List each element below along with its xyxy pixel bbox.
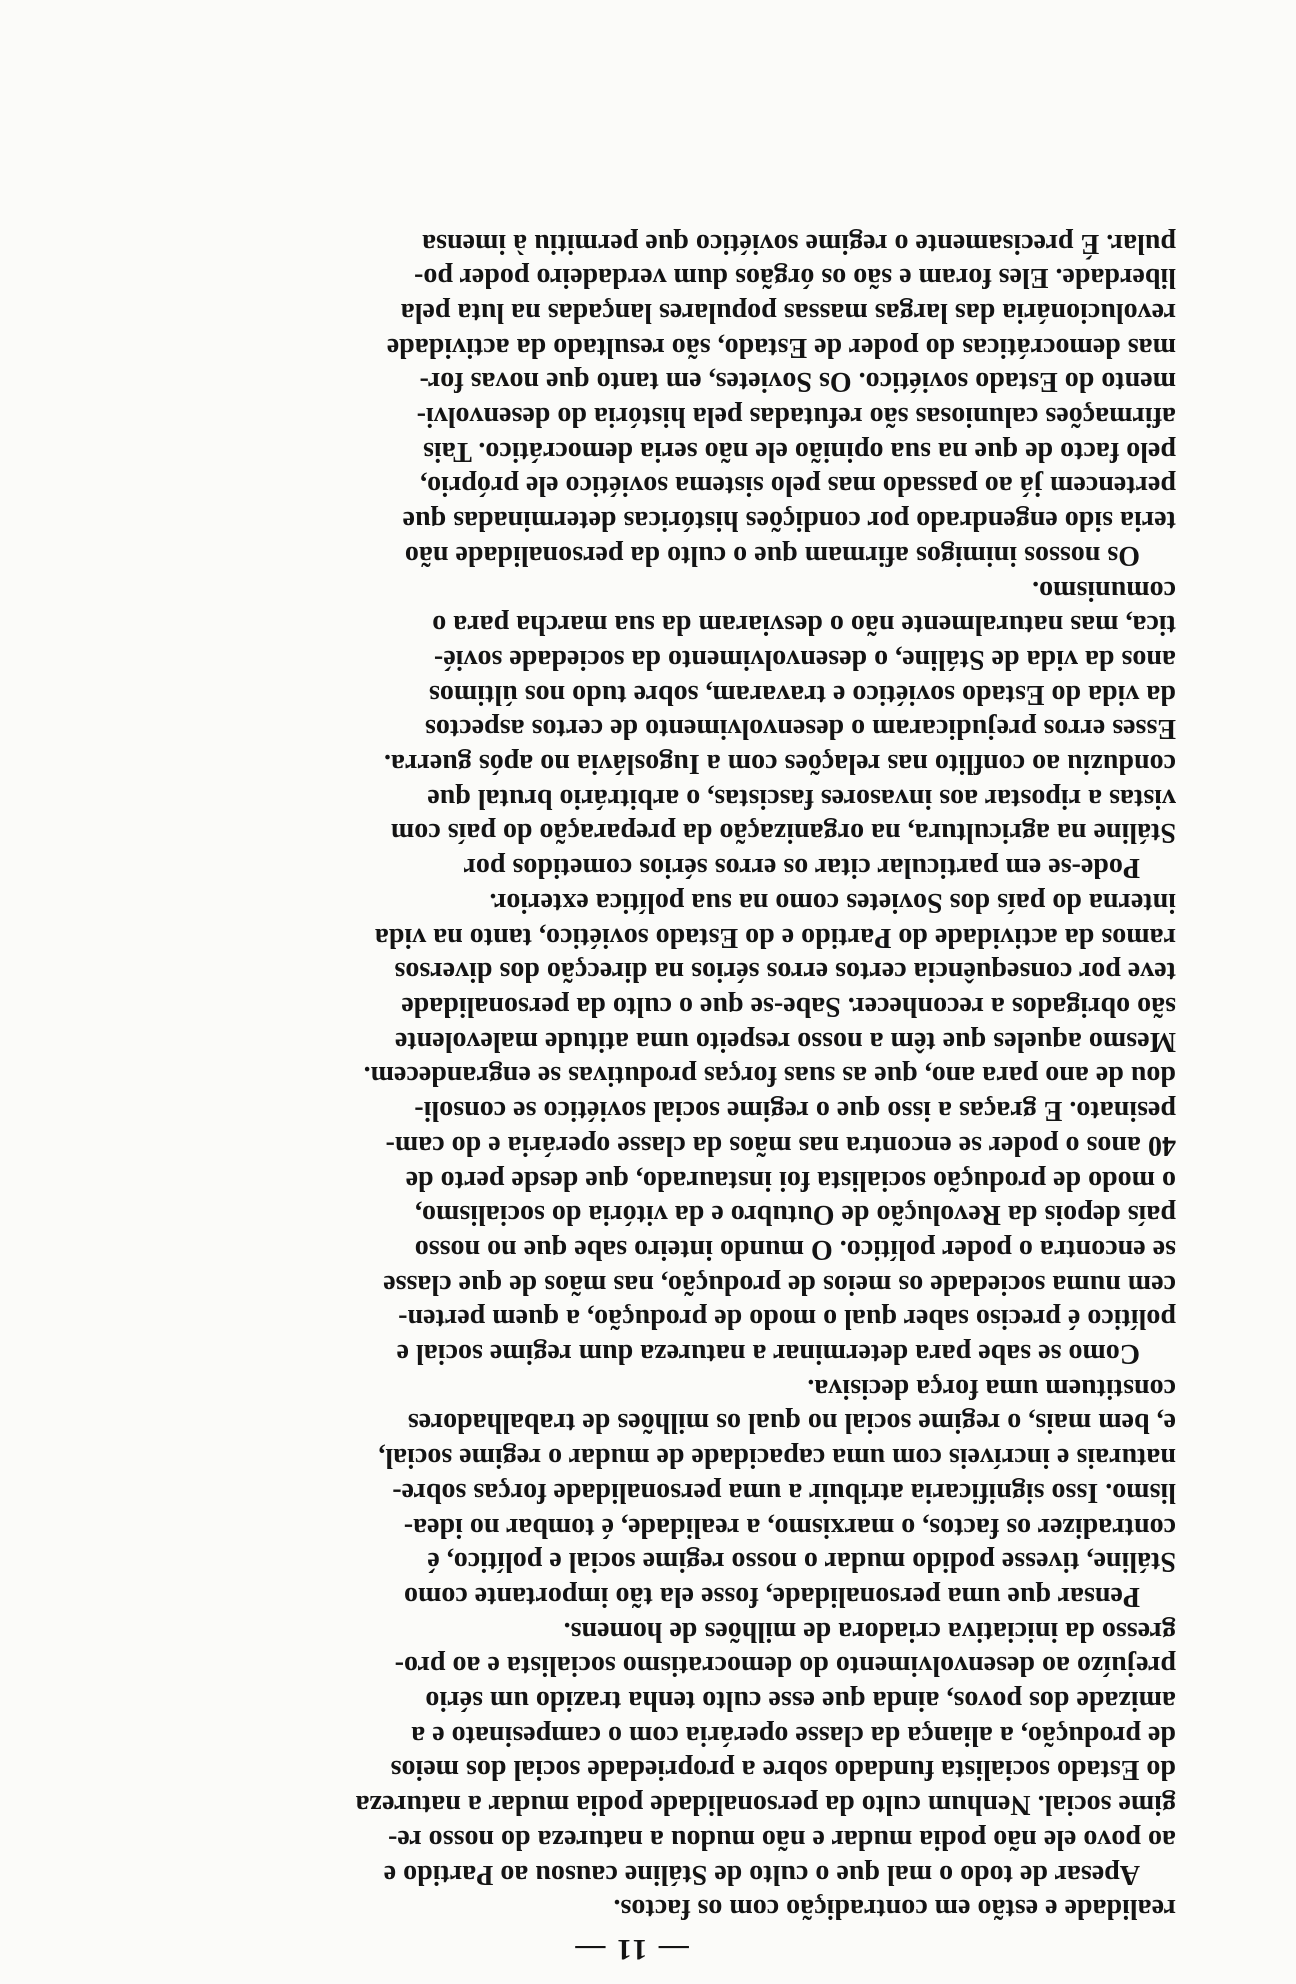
text-line: pular. É precisamente o regime soviético que permitiu à imensa bbox=[422, 227, 1176, 259]
text-line: lismo. Isso significaria atribuir a uma personalidade forças sobre- bbox=[392, 1476, 1176, 1508]
text-line: país depois da Revolução de Outubro e da vitória do socialismo, bbox=[414, 1199, 1176, 1231]
text-body bbox=[86, 225, 1176, 1966]
paragraph-lines bbox=[86, 225, 1176, 1925]
text-line: mas democráticas do poder de Estado, são resultado da actividade bbox=[386, 331, 1176, 363]
text-line: gime social. Nenhum culto da personalidade podia mudar a natureza bbox=[355, 1789, 1176, 1821]
text-line: interna do país dos Sovietes como na sua política exterior. bbox=[489, 886, 1176, 918]
text-line: Esses erros prejudicaram o desenvolvimento de certos aspectos bbox=[425, 713, 1176, 745]
text-line: dou de ano para ano, que as suas forças produtivas se engrandecem. bbox=[363, 1060, 1176, 1092]
text-line: comunismo. bbox=[1032, 574, 1176, 606]
text-line: tica, mas naturalmente não o desviaram da sua marcha para o bbox=[432, 609, 1176, 641]
text-line: Pensar que uma personalidade, fosse ela tão importante como bbox=[404, 1580, 1140, 1612]
text-line: pelo facto de que na sua opinião ele não seria democrático. Tais bbox=[423, 435, 1176, 467]
text-line: vistas a ripostar aos invasores fascistas, o arbitrário brutal que bbox=[427, 782, 1176, 814]
text-line: 40 anos o poder se encontra nas mãos da classe operária e do cam- bbox=[385, 1129, 1176, 1161]
text-line: pesinato. E graças a isso que o regime social soviético se consoli- bbox=[414, 1095, 1176, 1127]
text-line: são obrigados a reconhecer. Sabe-se que o culto da personalidade bbox=[401, 991, 1176, 1023]
text-line: gresso da iniciativa criadora de milhões de homens. bbox=[563, 1615, 1176, 1647]
text-line: da vida do Estado soviético e travaram, sobre tudo nos últimos bbox=[429, 678, 1176, 710]
text-line: o modo de produção socialista foi instaurado, que desde perto de bbox=[405, 1164, 1176, 1196]
text-line: prejuízo ao desenvolvimento do democratismo socialista e ao pro- bbox=[394, 1650, 1176, 1682]
text-line: pertencem já ao passado mas pelo sistema soviético ele próprio, bbox=[420, 470, 1176, 502]
text-line: ao povo ele não podia mudar e não mudou a natureza do nosso re- bbox=[388, 1823, 1176, 1855]
text-line: e, bem mais, o regime social no qual os milhões de trabalhadores bbox=[407, 1407, 1176, 1439]
text-line: teria sido engendrado por condições históricas determinadas que bbox=[402, 505, 1176, 537]
text-line: mento do Estado soviético. Os Sovietes, em tanto que novas for- bbox=[419, 366, 1176, 398]
text-line: Os nossos inimigos afirmam que o culto da personalidade não bbox=[404, 539, 1140, 571]
text-line: amizade dos povos, ainda que esse culto tenha trazido um sério bbox=[425, 1685, 1176, 1717]
text-line: Mesmo aqueles que têm a nosso respeito uma atitude malevolente bbox=[394, 1025, 1176, 1057]
text-line: Stáline, tivesse podido mudar o nosso regime social e político, é bbox=[427, 1546, 1176, 1578]
text-line: teve por consequência certos erros sérios na direcção dos diversos bbox=[394, 956, 1176, 988]
text-line: realidade e estão em contradição com os factos. bbox=[613, 1893, 1176, 1925]
text-line: contradizer os factos, o marxismo, a realidade, é tombar no idea- bbox=[403, 1511, 1176, 1543]
text-line: revolucionária das largas massas populares lançadas na luta pela bbox=[400, 296, 1176, 328]
text-line: Pode-se em particular citar os erros sérios cometidos por bbox=[463, 852, 1140, 884]
text-line: ramos da actividade do Partido e do Estado soviético, tanto na vida bbox=[374, 921, 1176, 953]
text-line: Como se sabe para determinar a natureza dum regime social e bbox=[396, 1338, 1140, 1370]
text-line: naturais e incríveis com uma capacidade de mudar o regime social, bbox=[378, 1442, 1176, 1474]
text-line: Stáline na agricultura, na organização da preparação do país com bbox=[390, 817, 1176, 849]
text-line: cem numa sociedade os meios de produção, nas mãos de que classe bbox=[383, 1268, 1176, 1300]
text-line: conduziu ao conflito nas relações com a Iugoslávia no após guerra. bbox=[383, 748, 1176, 780]
text-line: liberdade. Eles foram e são os órgãos dum verdadeiro poder po- bbox=[414, 262, 1176, 294]
text-line: de produção, a aliança da classe operária com o campesinato e a bbox=[411, 1719, 1176, 1751]
text-line: constituem uma força decisiva. bbox=[807, 1372, 1176, 1404]
text-line: se encontra o poder político. O mundo inteiro sabe que no nosso bbox=[414, 1233, 1176, 1265]
text-line: político é preciso saber qual o modo de produção, a quem perten- bbox=[398, 1303, 1176, 1335]
text-line: Apesar de todo o mal que o culto de Stáline causou ao Partido e bbox=[383, 1858, 1140, 1890]
page-number: — 11 — bbox=[573, 1933, 689, 1966]
text-line: do Estado socialista fundado sobre a propriedade social dos meios bbox=[390, 1754, 1176, 1786]
text-line: afirmações caluniosas são refutadas pela história do desenvolvi- bbox=[416, 401, 1176, 433]
text-line: anos da vida de Stáline, o desenvolvimento da sociedade sovié- bbox=[433, 643, 1176, 675]
